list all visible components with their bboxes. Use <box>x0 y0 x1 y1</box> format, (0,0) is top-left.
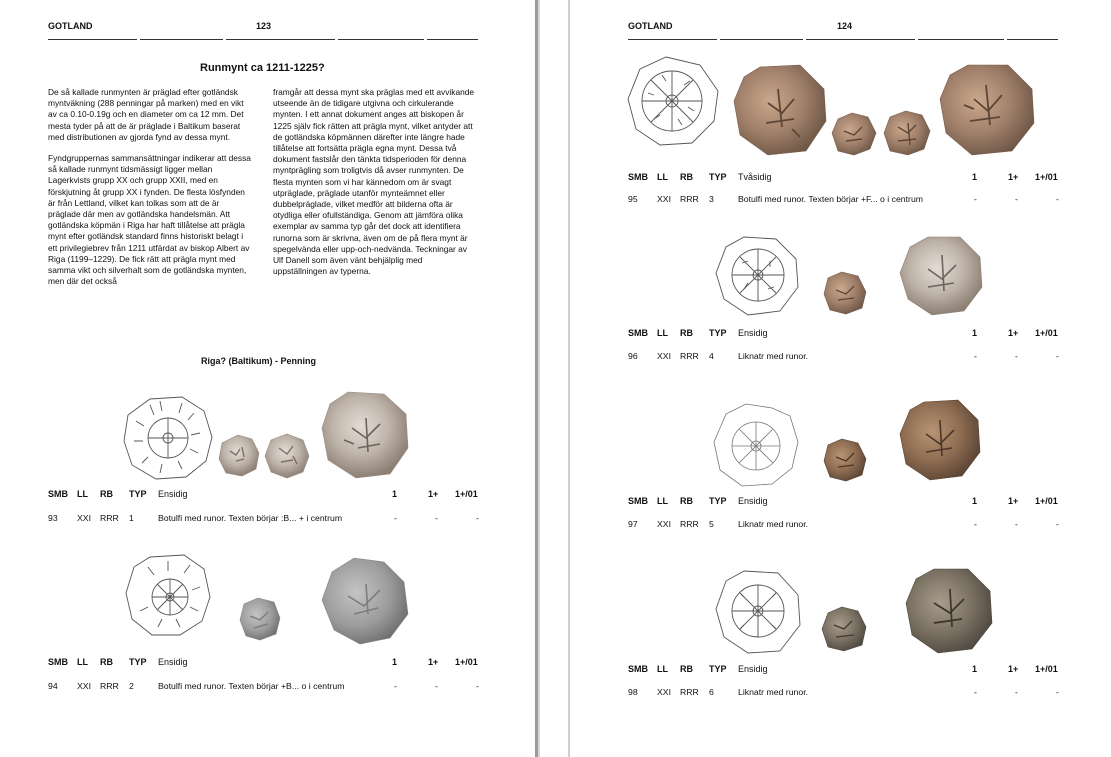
cell-v1p01: - <box>1056 351 1059 361</box>
col-smb: SMB <box>628 328 648 338</box>
text-column-2 <box>273 87 477 287</box>
coin-photo-93b <box>263 432 311 480</box>
col-smb: SMB <box>48 489 68 499</box>
cell-smb: 93 <box>48 513 58 523</box>
cell-v1p01: - <box>1056 194 1059 204</box>
coin-drawing-93 <box>120 393 215 481</box>
cell-typ: 3 <box>709 194 714 204</box>
cell-rb: RRR <box>100 513 119 523</box>
cell-v1: - <box>974 687 977 697</box>
cell-rb: RRR <box>680 194 699 204</box>
col-grade-1p01: 1+/01 <box>1035 172 1058 182</box>
coin-photo-98a <box>820 605 868 653</box>
header-rule <box>48 39 478 40</box>
cell-desc: Liknatr med runor. <box>738 519 809 529</box>
cell-ll: XXI <box>77 681 92 691</box>
paragraph: Fyndgruppernas sammansättningar indikerar att dessa så kallade runmynt tidsmässigt ligger mellan Lagerkvists grupp XX och grupp XXII, med en förskjutning åt grupp XX i fynden. De flesta lösfynden är från Lettland, vilket kan tolkas som att de är präglade där men av gotländska handelsmän. Att gotländska köpmän i Riga har haft tillåtelse att prägla mynt efter gotländsk standard finns historiskt belagt i ett privilegiebrev från 1211 utfärdat av biskop Albert av Riga (1199–1229). De fick rätt att prägla mynt med samma vikt och silverhalt som de gotländska mynten, men där det också <box>48 153 251 287</box>
coin-photo-93c <box>318 388 412 482</box>
cell-typ: 5 <box>709 519 714 529</box>
page-header-region: GOTLAND <box>628 21 673 31</box>
col-grade-1p01: 1+/01 <box>455 657 478 667</box>
col-rb: RB <box>680 664 693 674</box>
cell-v1: - <box>974 519 977 529</box>
col-grade-1p01: 1+/01 <box>455 489 478 499</box>
col-rb: RB <box>680 172 693 182</box>
col-smb: SMB <box>628 496 648 506</box>
col-rb: RB <box>680 496 693 506</box>
col-smb: SMB <box>628 664 648 674</box>
col-grade-1: 1 <box>972 172 978 182</box>
col-rb: RB <box>100 657 113 667</box>
page-gutter <box>535 0 570 757</box>
coin-drawing-94 <box>124 553 212 639</box>
table-row-95 <box>628 194 1068 206</box>
col-side: Ensidig <box>738 664 768 674</box>
header-rule <box>628 39 1058 40</box>
coin-photo-94a <box>238 596 282 642</box>
table-row-98 <box>628 687 1068 699</box>
table-row-97 <box>628 519 1068 531</box>
cell-rb: RRR <box>680 687 699 697</box>
col-ll: LL <box>77 489 88 499</box>
col-side: Ensidig <box>738 496 768 506</box>
col-ll: LL <box>657 328 668 338</box>
cell-rb: RRR <box>680 519 699 529</box>
col-grade-1p: 1+ <box>1008 664 1019 674</box>
cell-ll: XXI <box>657 194 672 204</box>
table-row-96 <box>628 351 1068 363</box>
cell-v1p01: - <box>476 681 479 691</box>
col-grade-1p01: 1+/01 <box>1035 664 1058 674</box>
coin-photo-95d <box>938 61 1036 157</box>
col-rb: RB <box>100 489 113 499</box>
col-grade-1: 1 <box>392 657 398 667</box>
coin-drawing-97 <box>712 402 800 488</box>
col-grade-1: 1 <box>392 489 398 499</box>
cell-typ: 2 <box>129 681 134 691</box>
cell-desc: Botulfi med runor. Texten börjar +F... o i centrum <box>738 194 924 204</box>
cell-v1p: - <box>435 513 438 523</box>
col-ll: LL <box>657 172 668 182</box>
cell-v1: - <box>394 681 397 691</box>
cell-desc: Botulfi med runor. Texten börjar :B... + i centrum <box>158 513 343 523</box>
cell-v1p: - <box>1015 194 1018 204</box>
page-header-number: 123 <box>256 21 272 31</box>
col-typ: TYP <box>709 496 727 506</box>
col-grade-1p01: 1+/01 <box>1035 496 1058 506</box>
coin-photo-94b <box>320 556 410 646</box>
cell-v1p: - <box>435 681 438 691</box>
col-ll: LL <box>77 657 88 667</box>
col-grade-1: 1 <box>972 496 978 506</box>
cell-desc: Botulfi med runor. Texten börjar +B... o i centrum <box>158 681 345 691</box>
coin-photo-97a <box>822 437 868 483</box>
coin-drawing-98 <box>714 567 802 655</box>
text-column-1 <box>48 87 252 297</box>
table-header-98 <box>628 664 1068 676</box>
coin-photo-95a <box>732 63 828 157</box>
paragraph: De så kallade runmynten är präglad efter gotländsk myntväkning (288 penningar på marken) med en vikt av ca 0.10-0.19g och en diameter om ca 12 mm. Det mesta tyder på att de är präglade i Baltikum baserat med distributionen av gjorda fynd av dessa mynt. <box>48 87 244 142</box>
cell-desc: Liknatr med runor. <box>738 687 809 697</box>
cell-ll: XXI <box>657 519 672 529</box>
left-page <box>0 0 535 757</box>
col-side: Ensidig <box>158 489 188 499</box>
col-side: Ensidig <box>158 657 188 667</box>
cell-ll: XXI <box>77 513 92 523</box>
col-typ: TYP <box>709 328 727 338</box>
cell-v1p01: - <box>476 513 479 523</box>
cell-typ: 4 <box>709 351 714 361</box>
cell-rb: RRR <box>680 351 699 361</box>
table-row-93 <box>48 513 488 525</box>
col-grade-1: 1 <box>972 328 978 338</box>
right-page <box>570 0 1111 757</box>
cell-v1p: - <box>1015 687 1018 697</box>
col-typ: TYP <box>709 664 727 674</box>
table-header-93 <box>48 489 488 501</box>
table-row-94 <box>48 681 488 693</box>
cell-smb: 98 <box>628 687 638 697</box>
page-header-number: 124 <box>837 21 853 31</box>
coin-photo-96a <box>822 270 868 316</box>
coin-photo-98b <box>904 565 994 655</box>
col-side: Tvåsidig <box>738 172 772 182</box>
coin-photo-95c <box>882 109 932 157</box>
cell-smb: 97 <box>628 519 638 529</box>
col-ll: LL <box>657 664 668 674</box>
cell-smb: 96 <box>628 351 638 361</box>
col-side: Ensidig <box>738 328 768 338</box>
cell-smb: 95 <box>628 194 638 204</box>
table-header-95 <box>628 172 1068 184</box>
coin-drawing-95 <box>626 55 720 147</box>
cell-v1p: - <box>1015 519 1018 529</box>
col-grade-1p: 1+ <box>428 657 439 667</box>
table-header-97 <box>628 496 1068 508</box>
coin-drawing-96 <box>714 233 800 317</box>
col-smb: SMB <box>48 657 68 667</box>
page-header-region: GOTLAND <box>48 21 93 31</box>
col-grade-1p: 1+ <box>1008 328 1019 338</box>
cell-typ: 1 <box>129 513 134 523</box>
table-header-96 <box>628 328 1068 340</box>
col-typ: TYP <box>129 489 147 499</box>
col-grade-1p: 1+ <box>428 489 439 499</box>
cell-v1: - <box>974 351 977 361</box>
col-typ: TYP <box>709 172 727 182</box>
coin-photo-97b <box>898 398 982 482</box>
col-ll: LL <box>657 496 668 506</box>
col-rb: RB <box>680 328 693 338</box>
cell-typ: 6 <box>709 687 714 697</box>
coin-photo-95b <box>830 111 878 157</box>
col-grade-1: 1 <box>972 664 978 674</box>
page-title: Runmynt ca 1211-1225? <box>200 62 325 74</box>
cell-v1: - <box>974 194 977 204</box>
col-typ: TYP <box>129 657 147 667</box>
cell-smb: 94 <box>48 681 58 691</box>
table-header-94 <box>48 657 488 669</box>
cell-v1p01: - <box>1056 519 1059 529</box>
cell-v1p: - <box>1015 351 1018 361</box>
col-grade-1p: 1+ <box>1008 496 1019 506</box>
coin-photo-96b <box>898 233 984 317</box>
cell-desc: Liknatr med runor. <box>738 351 809 361</box>
cell-rb: RRR <box>100 681 119 691</box>
cell-ll: XXI <box>657 351 672 361</box>
cell-v1: - <box>394 513 397 523</box>
cell-ll: XXI <box>657 687 672 697</box>
coin-photo-93a <box>216 433 261 478</box>
cell-v1p01: - <box>1056 687 1059 697</box>
col-grade-1p01: 1+/01 <box>1035 328 1058 338</box>
col-smb: SMB <box>628 172 648 182</box>
section-subtitle: Riga? (Baltikum) - Penning <box>201 356 317 366</box>
col-grade-1p: 1+ <box>1008 172 1019 182</box>
paragraph: framgår att dessa mynt ska präglas med ett avvikande utseende än de tidigare utgivna och cirkulerande mynten. I ett annat dokument anges att biskopen år 1225 själv fick rätten att prägla mynt, vilket antyder att de gotländska köpmännen därefter inte längre hade tillåtelse att fortsätta prägla egna mynt. Dessa två dokument fastslår den tänkta tidsperioden för denna myntprägling som troligtvis då avser runmynten. De flesta mynten som vi har kännedom om är svagt utpräglade, präglade utanför mynteämnet eller dubbelpräglade, vilket medför att bilderna ofta är otydliga eller ofullständiga. Genom att jämföra olika exemplar av samma typ går det dock att identifiera runorna som är skrivna, även om de på flera mynt är spegelvända eller upp-och-nedvända. Teckningar av Ulf Danell som även vänt behjälplig med uppställningen av typerna. <box>273 87 475 277</box>
